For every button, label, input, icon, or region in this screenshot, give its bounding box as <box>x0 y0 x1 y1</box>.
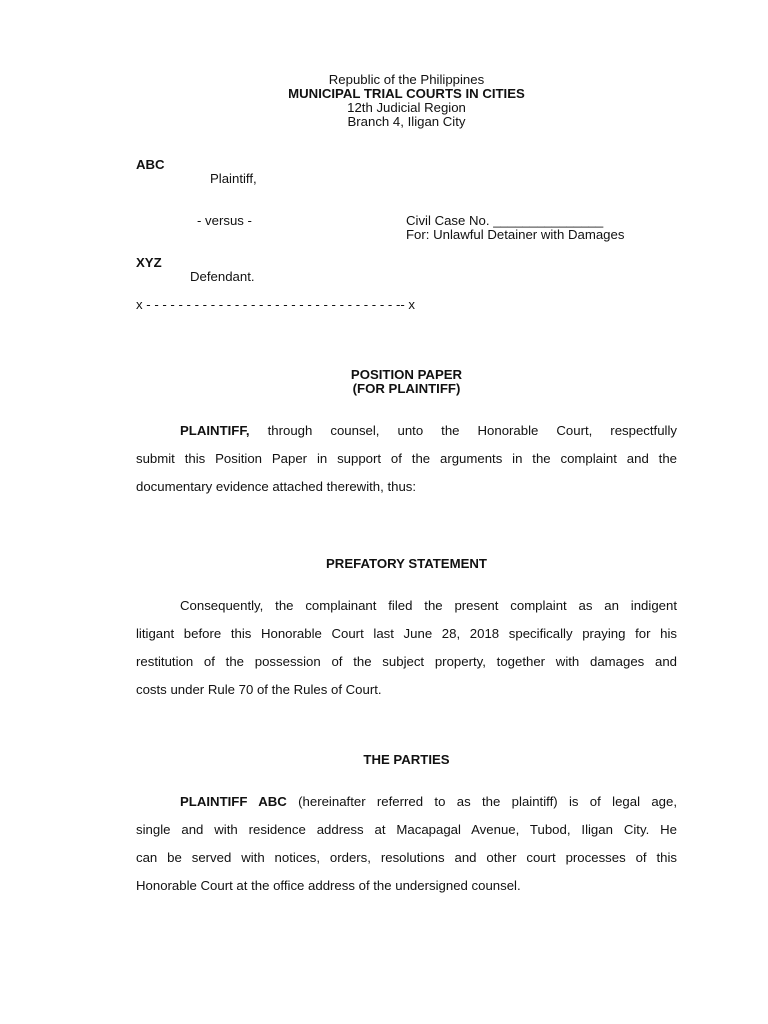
prefatory-heading: PREFATORY STATEMENT <box>326 556 487 571</box>
plaintiff-label: Plaintiff, <box>210 171 257 186</box>
prefatory-line-2: litigant before this Honorable Court last June 28, 2018 specifically praying for his <box>136 626 677 641</box>
prefatory-line-3: restitution of the possession of the subject property, together with damages and <box>136 654 677 669</box>
header-republic: Republic of the Philippines <box>328 72 485 87</box>
parties-line-4: Honorable Court at the office address of the undersigned counsel. <box>136 878 521 893</box>
header-region: 12th Judicial Region <box>347 100 466 115</box>
parties-paragraph <box>136 788 677 900</box>
defendant-name: XYZ <box>136 255 162 270</box>
parties-line-3: can be served with notices, orders, resolutions and other court processes of this <box>136 850 677 865</box>
plaintiff-name: ABC <box>136 157 165 172</box>
intro-line-1: PLAINTIFF, through counsel, unto the Honorable Court, respectfully <box>180 423 677 438</box>
intro-paragraph <box>136 417 677 501</box>
intro-line-2: submit this Position Paper in support of the arguments in the complaint and the <box>136 451 677 466</box>
case-number: Civil Case No. _______________ <box>406 213 604 228</box>
parties-line-1: PLAINTIFF ABC (hereinafter referred to as the plaintiff) is of legal age, <box>180 794 678 809</box>
header-branch: Branch 4, Iligan City <box>347 114 466 129</box>
parties-heading: THE PARTIES <box>363 752 450 767</box>
versus-text: - versus - <box>197 213 252 228</box>
case-nature: For: Unlawful Detainer with Damages <box>406 227 625 242</box>
document-title: POSITION PAPER <box>350 367 463 382</box>
parties-line-2: single and with residence address at Macapagal Avenue, Tubod, Iligan City. He <box>136 822 677 837</box>
prefatory-line-4: costs under Rule 70 of the Rules of Court. <box>136 682 382 697</box>
parties-lead: PLAINTIFF ABC <box>180 794 287 809</box>
prefatory-line-1: Consequently, the complainant filed the present complaint as an indigent <box>180 598 677 613</box>
header-court: MUNICIPAL TRIAL COURTS IN CITIES <box>288 86 525 101</box>
intro-line-3: documentary evidence attached therewith, thus: <box>136 479 417 494</box>
caption-separator: x - - - - - - - - - - - - - - - - - - - - - - - - - - - - - - - -- x <box>136 297 416 312</box>
defendant-label: Defendant. <box>190 269 255 284</box>
document-subtitle: (FOR PLAINTIFF) <box>352 381 461 396</box>
prefatory-paragraph <box>136 592 677 704</box>
intro-lead: PLAINTIFF, <box>180 423 250 438</box>
